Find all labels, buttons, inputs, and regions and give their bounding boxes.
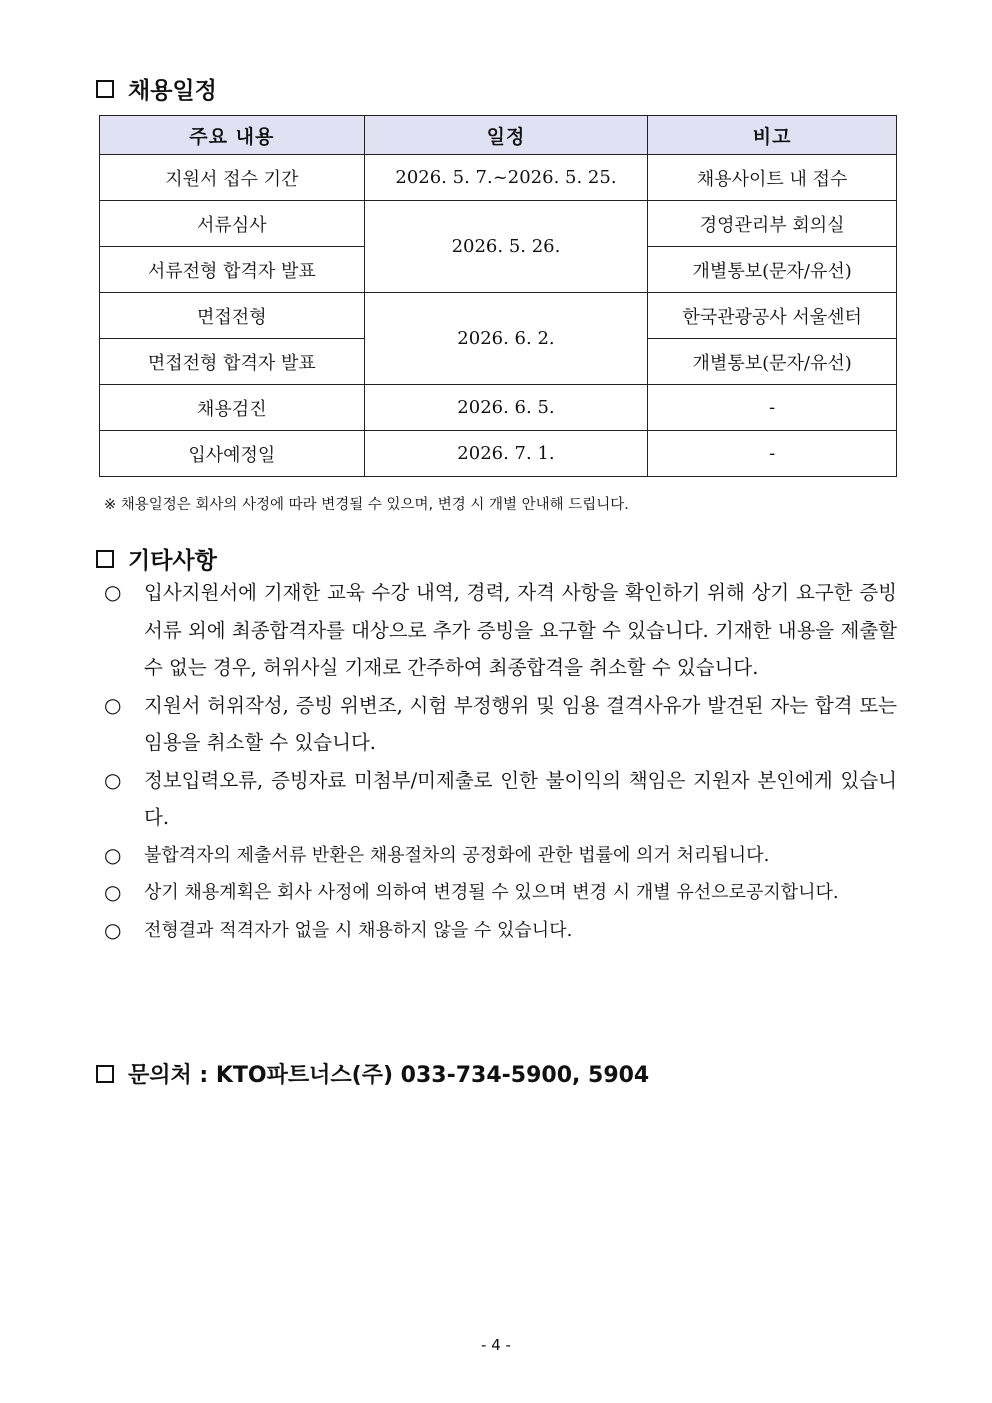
row-note: - [648,385,897,431]
list-item-text: 불합격자의 제출서류 반환은 채용절차의 공정화에 관한 법률에 의거 처리됩니다. [144,844,770,866]
row-item: 면접전형 [100,293,365,339]
etc-heading [96,542,217,575]
table-row [100,155,897,201]
row-item: 서류전형 합격자 발표 [100,247,365,293]
schedule-table [99,115,897,477]
row-note: 한국관광공사 서울센터 [648,293,897,339]
etc-heading-text: 기타사항 [128,548,217,574]
row-note: 개별통보(문자/유선) [648,247,897,293]
checkbox-square-icon [96,1065,114,1083]
list-item [104,762,897,837]
checkbox-square-icon [96,550,114,568]
list-item-text: 상기 채용계획은 회사 사정에 의하여 변경될 수 있으며 변경 시 개별 유선으로공지합니다. [144,882,839,903]
row-note: 개별통보(문자/유선) [648,339,897,385]
row-date: 2026. 6. 5. [364,385,648,431]
page-number: - 4 - [481,1336,511,1354]
table-header-row [100,116,897,155]
row-note: 채용사이트 내 접수 [648,155,897,201]
list-item [104,912,897,950]
row-date: 2026. 5. 7.~2026. 5. 25. [364,155,648,201]
circle-bullet-icon: ○ [104,580,122,604]
circle-bullet-icon: ○ [104,767,122,792]
checkbox-square-icon [96,80,114,98]
table-row [100,201,897,247]
row-item: 채용검진 [100,385,365,431]
contact-text: 문의처 : KTO파트너스(주) 033-734-5900, 5904 [128,1063,650,1088]
row-date: 2026. 6. 2. [364,293,648,385]
row-date: 2026. 7. 1. [364,431,648,477]
list-item [104,687,897,762]
table-row [100,431,897,477]
circle-bullet-icon: ○ [104,842,122,867]
list-item-text: 정보입력오류, 증빙자료 미첨부/미제출로 인한 불이익의 책임은 지원자 본인에게 있습니다. [144,768,897,829]
table-row [100,293,897,339]
header-date: 일정 [364,116,648,155]
row-item: 면접전형 합격자 발표 [100,339,365,385]
etc-list [104,574,897,949]
schedule-footnote: ※ 채용일정은 회사의 사정에 따라 변경될 수 있으며, 변경 시 개별 안내해 드립니다. [104,497,629,513]
row-date: 2026. 5. 26. [364,201,648,293]
row-note: 경영관리부 회의실 [648,201,897,247]
list-item-text: 지원서 허위작성, 증빙 위변조, 시험 부정행위 및 임용 결격사유가 발견된 자는 합격 또는 임용을 취소할 수 있습니다. [144,693,897,754]
list-item [104,574,897,687]
row-item: 입사예정일 [100,431,365,477]
contact-line [96,1058,649,1089]
list-item [104,837,897,875]
header-note: 비고 [648,116,897,155]
row-note: - [648,431,897,477]
circle-bullet-icon: ○ [104,917,122,942]
list-item [104,874,897,912]
schedule-heading-text: 채용일정 [128,78,217,104]
circle-bullet-icon: ○ [104,692,122,717]
row-item: 지원서 접수 기간 [100,155,365,201]
table-row [100,385,897,431]
schedule-heading [96,72,217,105]
list-item-text: 입사지원서에 기재한 교육 수강 내역, 경력, 자격 사항을 확인하기 위해 상기 요구한 증빙서류 외에 최종합격자를 대상으로 추가 증빙을 요구할 수 있습니다. 기재한 내용을 제출할 수 없는 경우, 허위사실 기재로 간주하여 최종합격을 취소할 수 있습니다. [144,581,897,679]
list-item-text: 전형결과 적격자가 없을 시 채용하지 않을 수 있습니다. [144,919,573,941]
row-item: 서류심사 [100,201,365,247]
circle-bullet-icon: ○ [104,880,122,904]
header-item: 주요 내용 [100,116,365,155]
